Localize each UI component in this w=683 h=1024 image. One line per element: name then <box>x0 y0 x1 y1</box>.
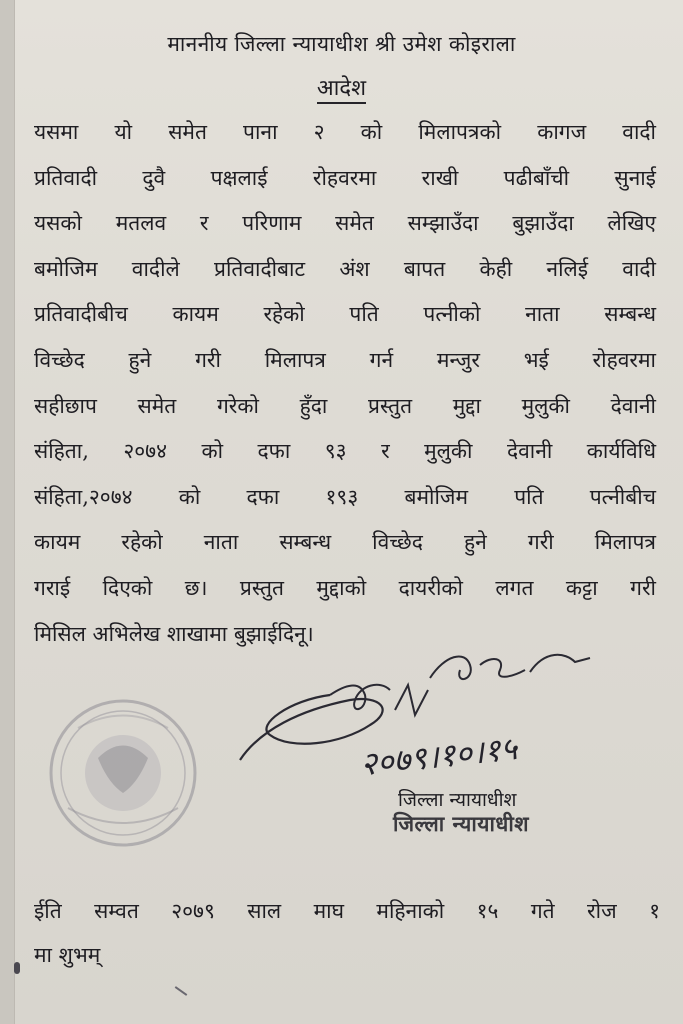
body-line: मिसिल अभिलेख शाखामा बुझाईदिनू। <box>34 621 314 646</box>
page-edge <box>0 0 15 1024</box>
order-title-text: आदेश <box>317 76 366 104</box>
footer-line: ईति सम्वत २०७९ साल माघ महिनाको १५ गते रोज १ <box>34 899 660 923</box>
order-body <box>34 114 656 661</box>
body-line: यसको मतलव र परिणाम समेत सम्झाउँदा बुझाउँदा लेखिए <box>34 211 656 236</box>
ink-mark <box>14 962 20 974</box>
judge-heading: माननीय जिल्ला न्यायाधीश श्री उमेश कोइराला <box>167 32 516 56</box>
body-line: बमोजिम वादीले प्रतिवादीबाट अंश बापत केही नलिई वादी <box>34 256 656 281</box>
body-line: संहिता,२०७४ को दफा १९३ बमोजिम पति पत्नीबीच <box>34 484 656 509</box>
body-line: यसमा यो समेत पाना २ को मिलापत्रको कागज वादी <box>34 120 656 144</box>
scratch-mark <box>175 986 188 996</box>
signatory-title: जिल्ला न्यायाधीश <box>398 789 517 811</box>
handwritten-signature <box>230 640 650 790</box>
body-line: कायम रहेको नाता सम्बन्ध विच्छेद हुने गरी मिलापत्र <box>34 530 656 555</box>
closing-statement <box>34 893 660 981</box>
footer-line: मा शुभम् <box>34 943 101 967</box>
body-line: सहीछाप समेत गरेको हुँदा प्रस्तुत मुद्दा मुलुकी देवानी <box>34 393 656 418</box>
body-line: गराई दिएको छ। प्रस्तुत मुद्दाको दायरीको लगत कट्टा गरी <box>34 575 656 600</box>
body-line: प्रतिवादीबीच कायम रहेको पति पत्नीको नाता सम्बन्ध <box>34 302 656 327</box>
body-line: संहिता, २०७४ को दफा ९३ र मुलुकी देवानी कार्यविधि <box>34 439 656 464</box>
body-line: प्रतिवादी दुवै पक्षलाई रोहवरमा राखी पढीबाँची सुनाई <box>34 165 656 190</box>
signature-date: २०७९।१०।१५ <box>358 729 519 784</box>
signatory-stamp-title: जिल्ला न्यायाधीश <box>393 811 530 836</box>
court-stamp <box>38 688 208 858</box>
body-line: विच्छेद हुने गरी मिलापत्र गर्न मन्जुर भई रोहवरमा <box>34 347 656 372</box>
order-title <box>0 72 683 102</box>
